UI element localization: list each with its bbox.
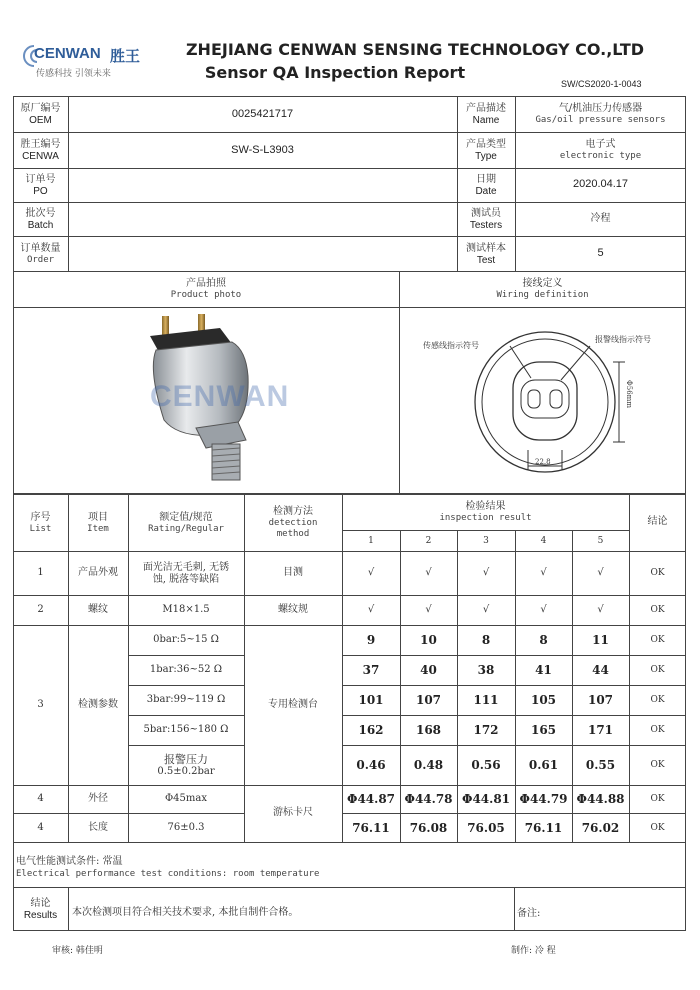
r2-val-2: √	[425, 604, 432, 615]
r4b-item: 长度	[88, 822, 108, 833]
r3-sub2-val-5: 44	[592, 663, 609, 677]
col-rating-header: 额定值/规范 Rating/Regular	[148, 511, 224, 534]
logo-tagline: 传感科技 引领未来	[36, 69, 111, 79]
r2-val-3: √	[482, 604, 490, 615]
r1-verdict: OK	[650, 568, 665, 578]
cenwa-value: SW-S-L3903	[231, 144, 294, 156]
sample-num-4: 4	[540, 536, 547, 546]
company-name: ZHEJIANG CENWAN SENSING TECHNOLOGY CO.,LTD	[185, 40, 645, 59]
r4a-val-4: Φ44.79	[519, 792, 568, 806]
r3-no: 3	[37, 699, 44, 710]
po-label: 订单号 PO	[25, 173, 56, 197]
r1-val-1: √	[367, 567, 375, 578]
r3-sub4-val-5: 171	[587, 723, 614, 737]
photo-header: 产品拍照 Product photo	[170, 278, 242, 301]
r3-sub2-val-4: 41	[535, 663, 552, 677]
r4a-item: 外径	[88, 793, 108, 804]
r4a-val-2: Φ44.78	[404, 792, 453, 806]
sample-num-1: 1	[368, 536, 374, 546]
product-photo	[120, 310, 320, 490]
r3-sub1-val-1: 9	[366, 633, 376, 647]
r4b-val-5: 76.02	[581, 821, 620, 835]
r3-sub2-val-2: 40	[420, 663, 437, 677]
r3-sub5-val-3: 0.56	[471, 758, 501, 772]
type-label: 产品类型 Type	[466, 138, 506, 162]
sample-num-3: 3	[483, 536, 489, 546]
photo-watermark: CENWAN	[150, 380, 290, 413]
r1-val-4: √	[540, 567, 547, 578]
sample-num-2: 2	[425, 536, 432, 546]
test-value: 5	[597, 247, 604, 259]
results-text: 本次检测项目符合相关技术要求, 本批自制件合格。	[72, 907, 299, 918]
r4a-val-3: Φ44.81	[461, 792, 511, 806]
r3-sub4-val-1: 162	[358, 723, 384, 737]
r1-val-5: √	[597, 567, 604, 578]
r3-sub5-val-4: 0.61	[528, 758, 559, 772]
r3-sub3-verdict: OK	[650, 695, 665, 705]
r3-sub4-val-4: 165	[530, 723, 557, 737]
test-label: 测试样本 Test	[466, 242, 506, 266]
col-item-header: 项目 Item	[87, 511, 109, 534]
cenwa-label: 胜王编号 CENWA	[20, 138, 61, 162]
name-label: 产品描述 Name	[466, 102, 506, 126]
r3-sub5-rating: 报警压力 0.5±0.2bar	[157, 752, 215, 778]
r1-val-2: √	[425, 567, 432, 578]
r1-val-3: √	[482, 567, 490, 578]
date-label: 日期 Date	[475, 173, 497, 197]
company-logo	[20, 40, 160, 85]
r4b-rating: 76±0.3	[167, 822, 205, 833]
r4a-verdict: OK	[650, 794, 665, 804]
r3-sub3-val-3: 111	[473, 693, 499, 707]
r2-verdict: OK	[650, 605, 665, 615]
r3-sub2-rating: 1bar:36~52 Ω	[149, 664, 223, 675]
sample-num-5: 5	[597, 536, 604, 546]
r4-method: 游标卡尺	[273, 807, 313, 818]
col-result-header: 检验结果 inspection result	[439, 501, 532, 524]
r1-method: 目测	[283, 567, 303, 578]
r1-item: 产品外观	[78, 567, 118, 578]
batch-label: 批次号 Batch	[25, 207, 56, 231]
r4b-no: 4	[37, 822, 44, 833]
maker-signature: 制作: 冷 程	[511, 946, 556, 956]
results-label: 结论 Results	[23, 897, 58, 921]
reviewer-signature: 审核: 韩佳明	[52, 946, 103, 956]
r3-sub3-val-2: 107	[415, 693, 442, 707]
wiring-diagram	[405, 310, 683, 492]
r1-no: 1	[37, 567, 44, 578]
r3-sub2-val-1: 37	[362, 663, 380, 677]
testers-label: 测试员 Testers	[469, 207, 503, 231]
r3-sub5-val-5: 0.55	[585, 758, 616, 772]
conditions-en: Electrical performance test conditions: room temperature	[16, 869, 320, 879]
r2-no: 2	[37, 604, 44, 615]
r3-method: 专用检测台	[268, 699, 318, 710]
testers-value: 冷程	[590, 213, 611, 224]
wire-left-label: 传感线指示符号	[423, 341, 479, 350]
r4b-val-3: 76.05	[467, 821, 505, 835]
type-value: 电子式 electronic type	[559, 139, 642, 162]
r3-sub2-verdict: OK	[650, 665, 665, 675]
r3-sub3-val-5: 107	[587, 693, 614, 707]
r4b-verdict: OK	[650, 823, 665, 833]
col-list-header: 序号 List	[29, 511, 52, 534]
dim-horizontal: 22.8	[535, 458, 551, 466]
dim-vertical: Φ56mm	[624, 380, 633, 408]
r3-sub1-verdict: OK	[650, 635, 665, 645]
r2-val-5: √	[597, 604, 604, 615]
r3-sub2-val-3: 38	[477, 663, 495, 677]
r1-rating: 面光洁无毛刺, 无锈 蚀, 脱落等缺陷	[142, 561, 230, 585]
r3-sub4-verdict: OK	[650, 725, 665, 735]
r3-sub4-val-3: 172	[473, 723, 499, 737]
r3-sub5-verdict: OK	[650, 760, 665, 770]
wire-right-label: 报警线指示符号	[595, 335, 651, 344]
r3-sub3-val-1: 101	[358, 693, 384, 707]
r3-sub1-val-3: 8	[481, 633, 491, 647]
r3-sub1-val-2: 10	[420, 633, 437, 647]
r3-item: 检测参数	[78, 699, 118, 710]
r2-val-4: √	[540, 604, 547, 615]
r3-sub5-val-1: 0.46	[356, 758, 386, 772]
doc-number: SW/CS2020-1-0043	[561, 79, 642, 89]
wiring-header: 接线定义 Wiring definition	[496, 278, 589, 301]
col-method-header: 检测方法 detection method	[268, 506, 318, 539]
conditions-cn: 电气性能测试条件: 常温	[16, 856, 123, 867]
r3-sub1-val-4: 8	[539, 633, 548, 647]
logo-text: CENWAN	[34, 45, 101, 62]
r4a-val-1: Φ44.87	[346, 792, 396, 806]
r4b-val-1: 76.11	[352, 821, 390, 835]
col-verdict-header: 结论	[647, 516, 668, 527]
order-label: 订单数量 Order	[20, 243, 61, 266]
r4a-val-5: Φ44.88	[576, 792, 625, 806]
report-title: Sensor QA Inspection Report	[204, 63, 466, 82]
r3-sub3-rating: 3bar:99~119 Ω	[146, 694, 226, 705]
logo-cn: 胜王	[110, 47, 141, 65]
r3-sub4-val-2: 168	[415, 723, 442, 737]
r2-rating: M18×1.5	[162, 604, 210, 615]
remarks-label: 备注:	[517, 908, 541, 919]
r3-sub4-rating: 5bar:156~180 Ω	[143, 724, 229, 735]
date-value: 2020.04.17	[572, 178, 629, 190]
r3-sub1-rating: 0bar:5~15 Ω	[153, 634, 219, 645]
oem-value: 0025421717	[231, 108, 294, 120]
r4a-rating: Φ45max	[164, 793, 207, 804]
r2-val-1: √	[367, 604, 375, 615]
r2-method: 螺纹规	[278, 604, 308, 615]
oem-label: 原厂编号 OEM	[20, 102, 61, 126]
r4b-val-4: 76.11	[524, 821, 563, 835]
r3-sub3-val-4: 105	[530, 693, 557, 707]
name-value: 气/机油压力传感器 Gas/oil pressure sensors	[535, 103, 666, 126]
r4b-val-2: 76.08	[409, 821, 448, 835]
r3-sub1-val-5: 11	[592, 633, 609, 647]
r3-sub5-val-2: 0.48	[413, 758, 444, 772]
r4a-no: 4	[37, 793, 44, 804]
r2-item: 螺纹	[88, 604, 108, 615]
